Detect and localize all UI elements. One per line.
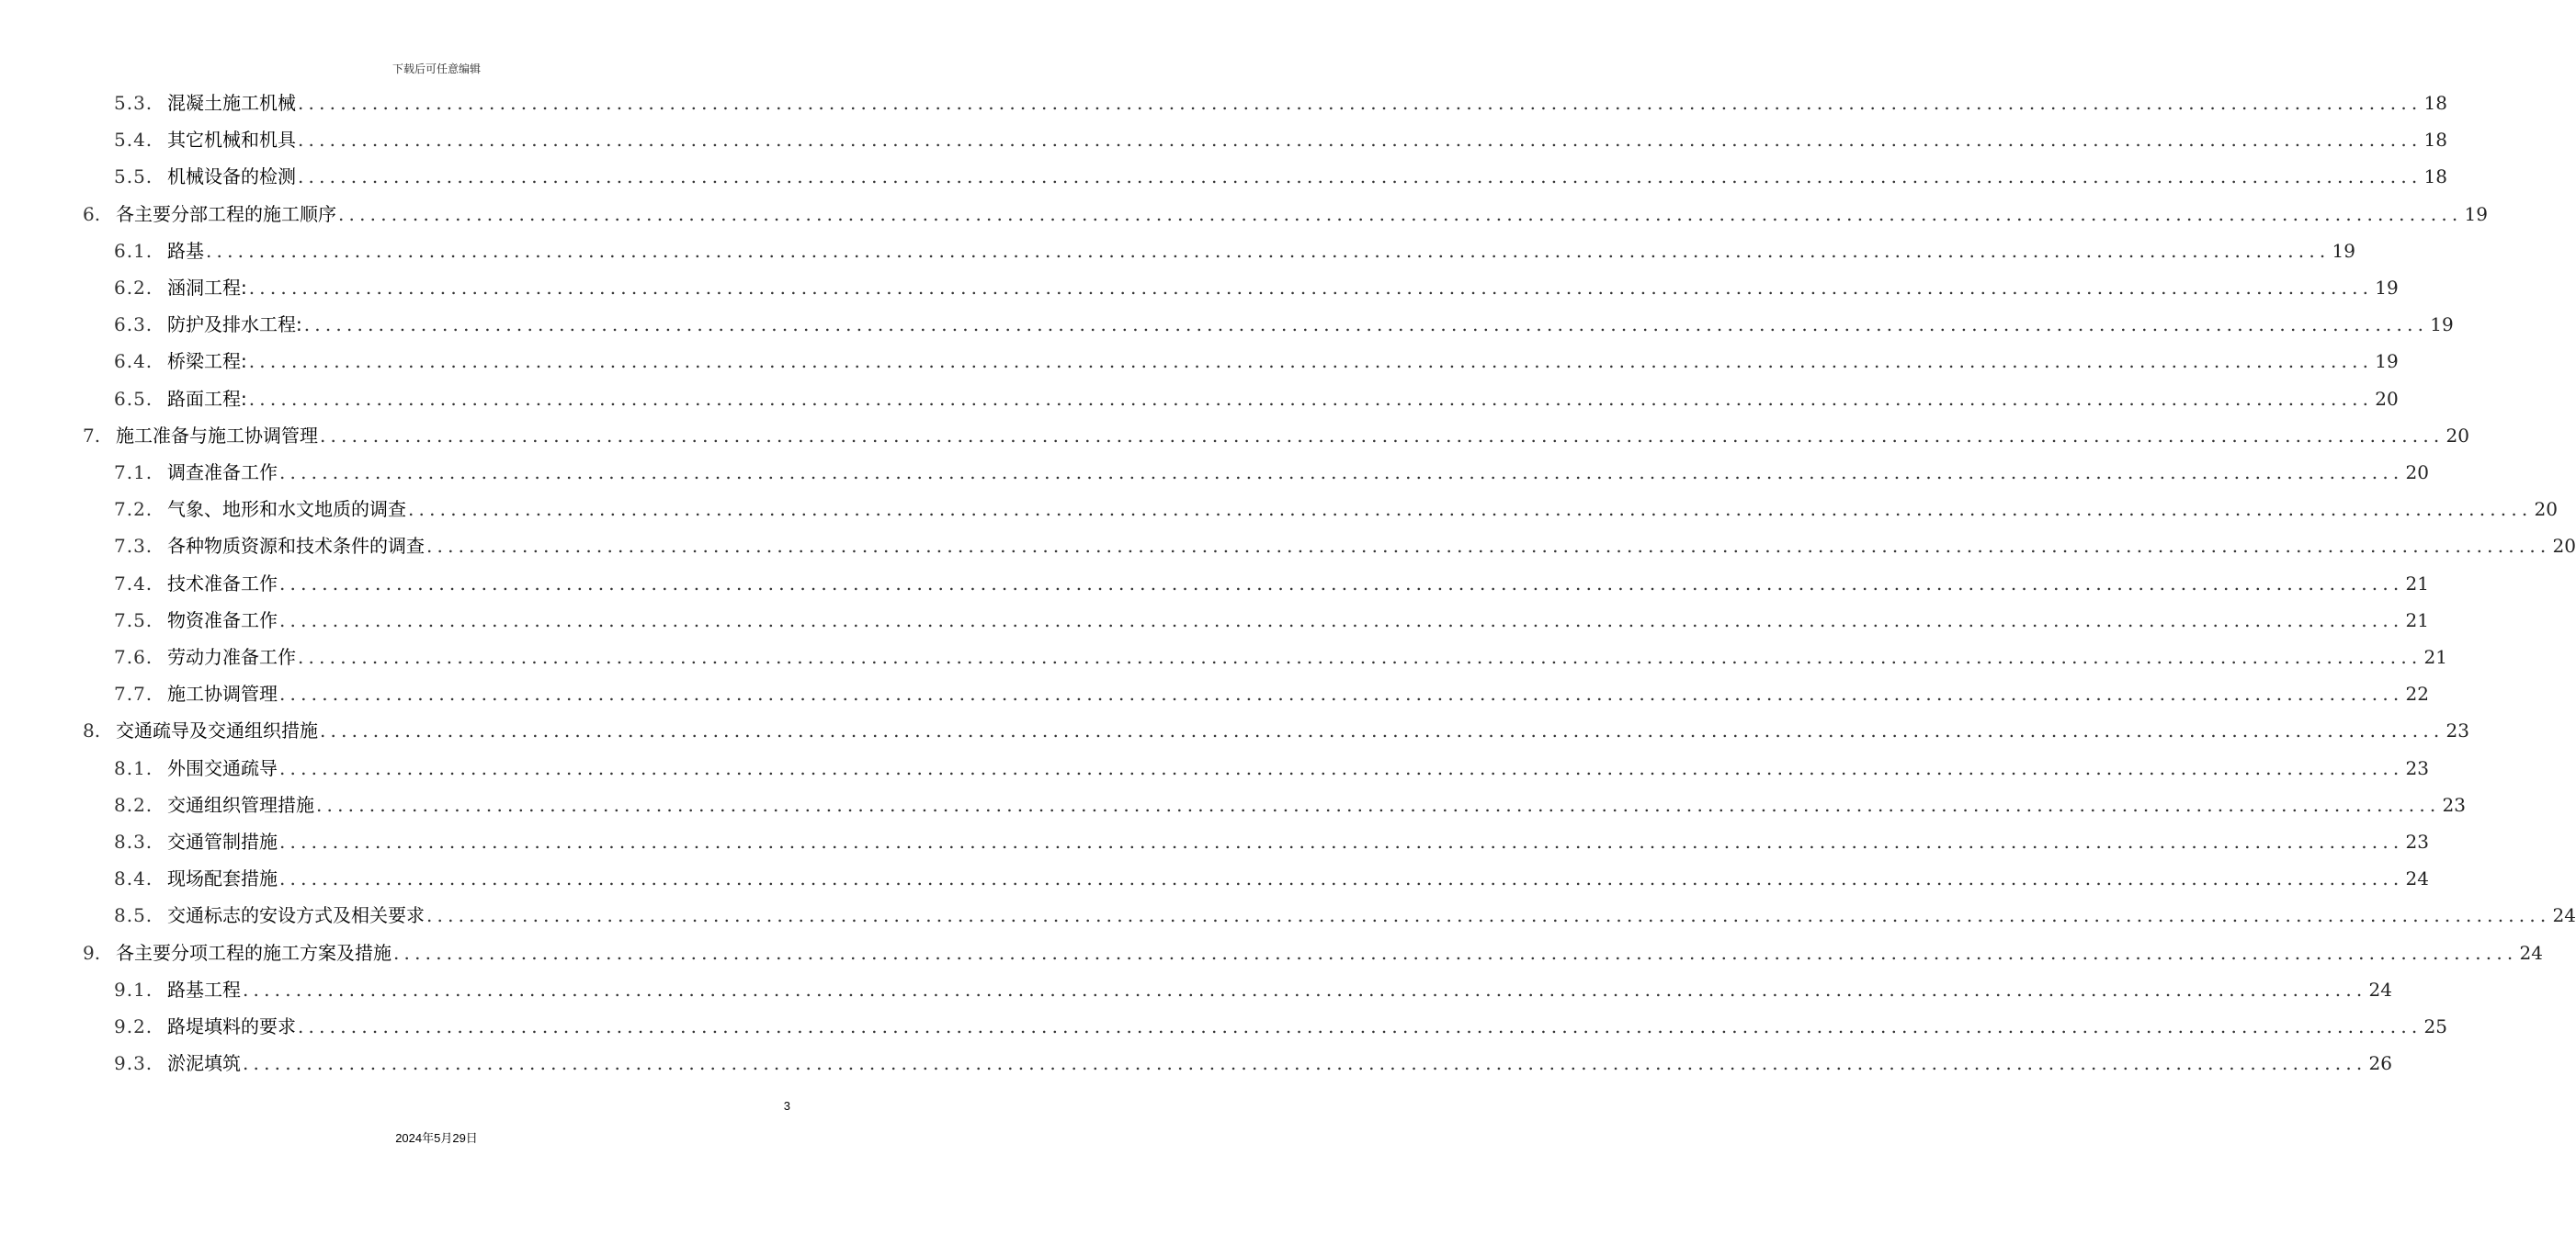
toc-entry-title: 施工协调管理 <box>167 683 278 705</box>
toc-chapter-entry[interactable] <box>83 196 2488 227</box>
toc-entry-title: 现场配套措施 <box>167 867 278 889</box>
toc-section-entry[interactable] <box>114 269 2399 300</box>
toc-dot-leader: ........................................................................................................................................................................................................ <box>298 1015 2423 1037</box>
toc-entry-page: 23 <box>2445 719 2469 742</box>
toc-entry-page: 24 <box>2368 979 2392 1001</box>
toc-dot-leader: ........................................................................................................................................................................................................ <box>316 794 2441 816</box>
toc-section-entry[interactable] <box>114 823 2429 855</box>
toc-dot-leader: ........................................................................................................................................................................................................ <box>338 203 2463 225</box>
toc-entry-number: 6.3. <box>114 313 153 335</box>
toc-entry-number: 7.3. <box>114 535 153 557</box>
toc-section-entry[interactable] <box>114 602 2429 633</box>
toc-section-entry[interactable] <box>114 527 2576 559</box>
toc-entry-page: 21 <box>2405 609 2429 631</box>
toc-entry-number: 8. <box>83 719 101 742</box>
toc-section-entry[interactable] <box>114 306 2454 337</box>
toc-dot-leader: ........................................................................................................................................................................................................ <box>243 1052 2367 1074</box>
toc-entry-page: 24 <box>2552 904 2576 926</box>
toc-entry-page: 18 <box>2423 165 2447 187</box>
toc-dot-leader: ........................................................................................................................................................................................................ <box>408 498 2533 520</box>
toc-entry-number: 6.1. <box>114 240 153 262</box>
toc-entry-title: 路堤填料的要求 <box>167 1015 296 1037</box>
toc-entry-title: 物资准备工作 <box>167 609 278 631</box>
toc-entry-title: 路基 <box>167 240 204 262</box>
toc-entry-title: 各主要分部工程的施工顺序 <box>116 203 336 225</box>
toc-section-entry[interactable] <box>114 860 2429 891</box>
toc-entry-number: 7.5. <box>114 609 153 631</box>
toc-entry-number: 6.2. <box>114 277 153 299</box>
toc-dot-leader: ........................................................................................................................................................................................................ <box>393 942 2518 964</box>
toc-entry-title: 劳动力准备工作 <box>167 646 296 668</box>
toc-dot-leader: ........................................................................................................................................................................................................ <box>279 831 2404 853</box>
toc-entry-page: 19 <box>2464 203 2488 225</box>
toc-dot-leader: ........................................................................................................................................................................................................ <box>279 461 2404 483</box>
toc-dot-leader: ........................................................................................................................................................................................................ <box>206 240 2331 262</box>
toc-entry-title: 各种物质资源和技术条件的调查 <box>167 535 425 557</box>
toc-chapter-entry[interactable] <box>83 935 2543 966</box>
toc-chapter-entry[interactable] <box>83 417 2469 448</box>
toc-entry-page: 18 <box>2423 92 2447 114</box>
toc-dot-leader: ........................................................................................................................................................................................................ <box>426 904 2551 926</box>
page-number: 3 <box>783 1099 790 1113</box>
toc-section-entry[interactable] <box>114 1008 2447 1039</box>
toc-entry-title: 外围交通疏导 <box>167 757 278 779</box>
toc-entry-title: 各主要分项工程的施工方案及措施 <box>116 942 392 964</box>
toc-entry-title: 气象、地形和水文地质的调查 <box>167 498 406 520</box>
toc-entry-title: 防护及排水工程: <box>167 313 302 335</box>
toc-dot-leader: ........................................................................................................................................................................................................ <box>248 388 2374 410</box>
toc-entry-number: 6.4. <box>114 350 153 372</box>
toc-dot-leader: ........................................................................................................................................................................................................ <box>426 535 2551 557</box>
toc-entry-title: 施工准备与施工协调管理 <box>116 425 318 447</box>
toc-chapter-entry[interactable] <box>83 712 2469 743</box>
toc-entry-number: 5.4. <box>114 129 153 151</box>
toc-entry-page: 20 <box>2534 498 2558 520</box>
toc-entry-title: 调查准备工作 <box>167 461 278 483</box>
toc-dot-leader: ........................................................................................................................................................................................................ <box>298 129 2423 151</box>
toc-entry-number: 8.3. <box>114 831 153 853</box>
toc-dot-leader: ........................................................................................................................................................................................................ <box>303 313 2429 335</box>
toc-dot-leader: ........................................................................................................................................................................................................ <box>279 683 2404 705</box>
toc-section-entry[interactable] <box>114 232 2355 264</box>
toc-dot-leader: ........................................................................................................................................................................................................ <box>320 425 2445 447</box>
toc-entry-page: 18 <box>2423 129 2447 151</box>
toc-entry-page: 21 <box>2423 646 2447 668</box>
toc-entry-page: 24 <box>2405 867 2429 889</box>
toc-dot-leader: ........................................................................................................................................................................................................ <box>248 277 2374 299</box>
toc-section-entry[interactable] <box>114 343 2399 374</box>
toc-entry-title: 机械设备的检测 <box>167 165 296 187</box>
toc-entry-page: 19 <box>2332 240 2355 262</box>
toc-entry-page: 23 <box>2442 794 2466 816</box>
toc-dot-leader: ........................................................................................................................................................................................................ <box>279 609 2404 631</box>
toc-section-entry[interactable] <box>114 1045 2392 1076</box>
toc-section-entry[interactable] <box>114 491 2558 522</box>
toc-entry-title: 技术准备工作 <box>167 572 278 595</box>
toc-entry-number: 8.4. <box>114 867 153 889</box>
toc-entry-title: 淤泥填筑 <box>167 1052 241 1074</box>
toc-dot-leader: ........................................................................................................................................................................................................ <box>298 646 2423 668</box>
toc-entry-number: 8.1. <box>114 757 153 779</box>
toc-entry-title: 交通标志的安设方式及相关要求 <box>167 904 425 926</box>
toc-entry-page: 20 <box>2405 461 2429 483</box>
toc-entry-number: 7.4. <box>114 572 153 595</box>
toc-entry-page: 23 <box>2405 831 2429 853</box>
toc-entry-title: 交通组织管理措施 <box>167 794 314 816</box>
toc-section-entry[interactable] <box>114 121 2447 153</box>
toc-entry-number: 7.6. <box>114 646 153 668</box>
toc-section-entry[interactable] <box>114 639 2447 670</box>
toc-section-entry[interactable] <box>114 971 2392 1003</box>
toc-dot-leader: ........................................................................................................................................................................................................ <box>279 757 2404 779</box>
toc-section-entry[interactable] <box>114 380 2399 412</box>
toc-entry-page: 19 <box>2375 277 2399 299</box>
toc-section-entry[interactable] <box>114 897 2576 928</box>
toc-entry-number: 9. <box>83 942 101 964</box>
toc-section-entry[interactable] <box>114 85 2447 116</box>
toc-entry-page: 19 <box>2430 313 2454 335</box>
toc-entry-number: 6.5. <box>114 388 153 410</box>
toc-dot-leader: ........................................................................................................................................................................................................ <box>320 719 2445 742</box>
toc-entry-number: 9.1. <box>114 979 153 1001</box>
toc-entry-page: 26 <box>2368 1052 2392 1074</box>
toc-section-entry[interactable] <box>114 454 2429 485</box>
toc-dot-leader: ........................................................................................................................................................................................................ <box>279 867 2404 889</box>
page-header: 下载后可任意编辑 <box>392 62 481 75</box>
toc-section-entry[interactable] <box>114 675 2429 707</box>
toc-entry-number: 5.5. <box>114 165 153 187</box>
toc-entry-number: 8.2. <box>114 794 153 816</box>
toc-entry-title: 路面工程: <box>167 388 247 410</box>
toc-entry-title: 交通疏导及交通组织措施 <box>116 719 318 742</box>
toc-dot-leader: ........................................................................................................................................................................................................ <box>298 92 2423 114</box>
toc-entry-title: 路基工程 <box>167 979 241 1001</box>
toc-entry-number: 8.5. <box>114 904 153 926</box>
toc-entry-title: 其它机械和机具 <box>167 129 296 151</box>
toc-entry-page: 23 <box>2405 757 2429 779</box>
toc-entry-number: 7.1. <box>114 461 153 483</box>
toc-entry-number: 6. <box>83 203 101 225</box>
toc-entry-number: 7. <box>83 425 101 447</box>
toc-entry-page: 20 <box>2375 388 2399 410</box>
toc-entry-page: 21 <box>2405 572 2429 595</box>
footer-date: 2024年5月29日 <box>395 1131 478 1145</box>
toc-dot-leader: ........................................................................................................................................................................................................ <box>279 572 2404 595</box>
toc-entry-title: 混凝土施工机械 <box>167 92 296 114</box>
toc-section-entry[interactable] <box>114 750 2429 781</box>
toc-entry-number: 7.2. <box>114 498 153 520</box>
toc-section-entry[interactable] <box>114 565 2429 596</box>
toc-dot-leader: ........................................................................................................................................................................................................ <box>298 165 2423 187</box>
toc-entry-page: 22 <box>2405 683 2429 705</box>
toc-entry-number: 9.3. <box>114 1052 153 1074</box>
toc-entry-number: 5.3. <box>114 92 153 114</box>
toc-entry-page: 19 <box>2375 350 2399 372</box>
toc-section-entry[interactable] <box>114 158 2447 189</box>
toc-entry-page: 25 <box>2423 1015 2447 1037</box>
toc-entry-page: 24 <box>2519 942 2543 964</box>
toc-entry-title: 交通管制措施 <box>167 831 278 853</box>
toc-section-entry[interactable] <box>114 787 2466 818</box>
toc-dot-leader: ........................................................................................................................................................................................................ <box>243 979 2367 1001</box>
toc-dot-leader: ........................................................................................................................................................................................................ <box>248 350 2374 372</box>
toc-entry-number: 7.7. <box>114 683 153 705</box>
toc-entry-page: 20 <box>2552 535 2576 557</box>
toc-entry-page: 20 <box>2445 425 2469 447</box>
toc-entry-title: 涵洞工程: <box>167 277 247 299</box>
toc-entry-number: 9.2. <box>114 1015 153 1037</box>
toc-entry-title: 桥梁工程: <box>167 350 247 372</box>
